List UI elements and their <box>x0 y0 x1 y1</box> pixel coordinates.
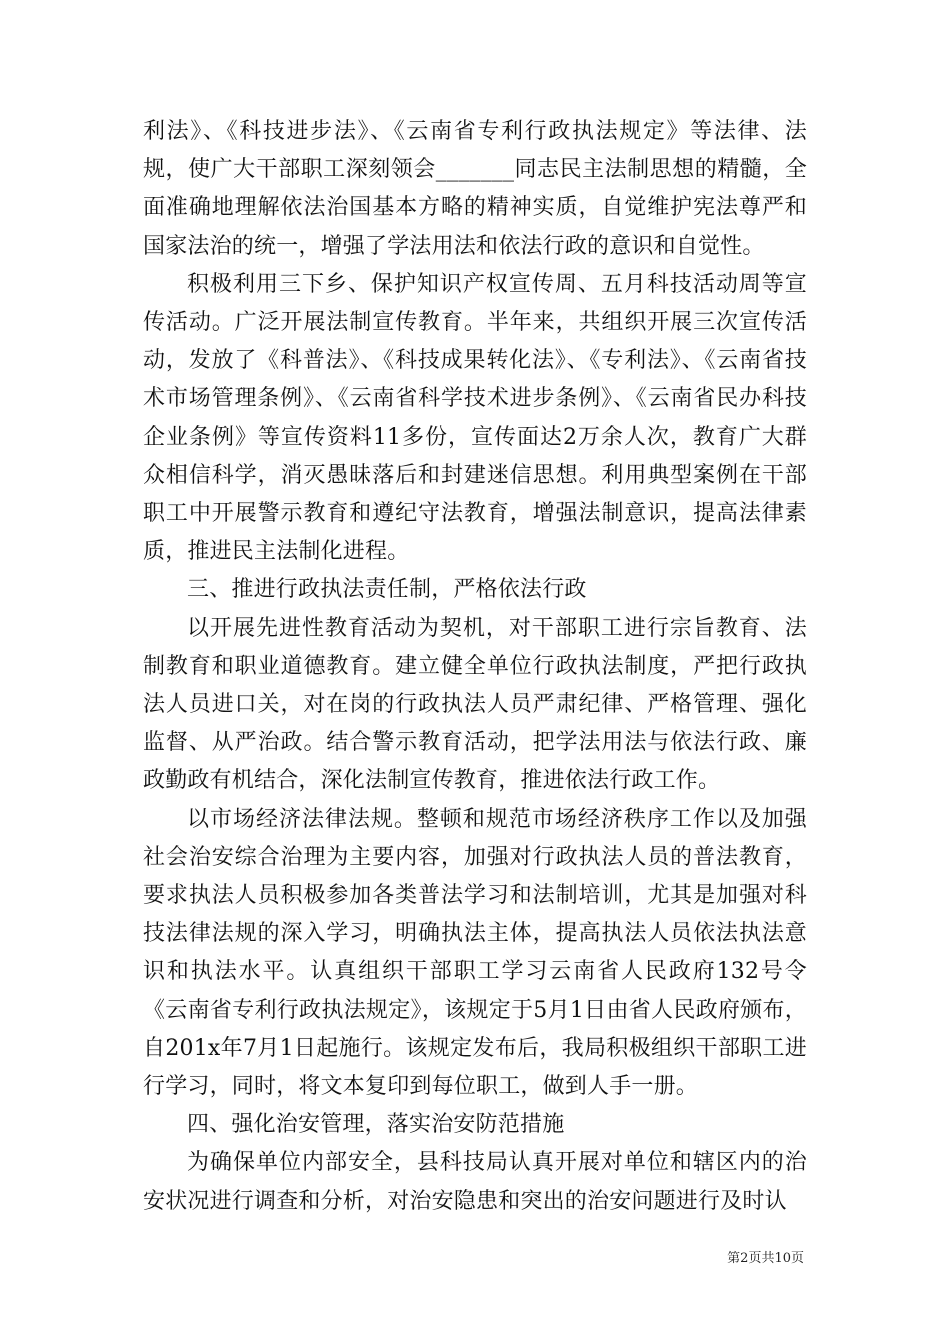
section-heading-4: 四、强化治安管理，落实治安防范措施 <box>187 1112 565 1138</box>
page-number-footer: 第2页共10页 <box>727 1251 804 1266</box>
paragraph-7: 为确保单位内部安全，县科技局认真开展对单位和辖区内的治安状况进行调查和分析，对治安隐患和突出的治安问题进行及时认 <box>143 1150 807 1214</box>
paragraph-2: 积极利用三下乡、保护知识产权宣传周、五月科技活动周等宣传活动。广泛开展法制宣传教育。半年来，共组织开展三次宣传活动，发放了《科普法》、《科技成果转化法》、《专利法》、《云南省技术市场管理条例》、《云南省科学技术进步条例》、《云南省民办科技企业条例》等宣传资料11多份，宣传面达2万余人次，教育广大群众相信科学，消灭愚昧落后和封建迷信思想。利用典型案例在干部职工中开展警示教育和遵纪守法教育，增强法制意识，提高法律素质，推进民主法制化进程。 <box>143 271 807 565</box>
body-text <box>143 113 807 1221</box>
paragraph-5: 以市场经济法律法规。整顿和规范市场经济秩序工作以及加强社会治安综合治理为主要内容，加强对行政执法人员的普法教育，要求执法人员积极参加各类普法学习和法制培训，尤其是加强对科技法律法规的深入学习，明确执法主体，提高执法人员依法执法意识和执法水平。认真组织干部职工学习云南省人民政府132号令《云南省专利行政执法规定》，该规定于5月1日由省人民政府颁布，自201x年7月1日起施行。该规定发布后，我局积极组织干部职工进行学习，同时，将文本复印到每位职工，做到人手一册。 <box>143 806 807 1100</box>
section-heading-3: 三、推进行政执法责任制，严格依法行政 <box>187 577 587 603</box>
paragraph-4: 以开展先进性教育活动为契机，对干部职工进行宗旨教育、法制教育和职业道德教育。建立健全单位行政执法制度，严把行政执法人员进口关，对在岗的行政执法人员严肃纪律、严格管理、强化监督、从严治政。结合警示教育活动，把学法用法与依法行政、廉政勤政有机结合，深化法制宣传教育，推进依法行政工作。 <box>143 615 807 794</box>
paragraph-1: 利法》、《科技进步法》、《云南省专利行政执法规定》等法律、法规，使广大干部职工深刻领会_______同志民主法制思想的精髓，全面准确地理解依法治国基本方略的精神实质，自觉维护宪法尊严和国家法治的统一，增强了学法用法和依法行政的意识和自觉性。 <box>143 119 807 259</box>
